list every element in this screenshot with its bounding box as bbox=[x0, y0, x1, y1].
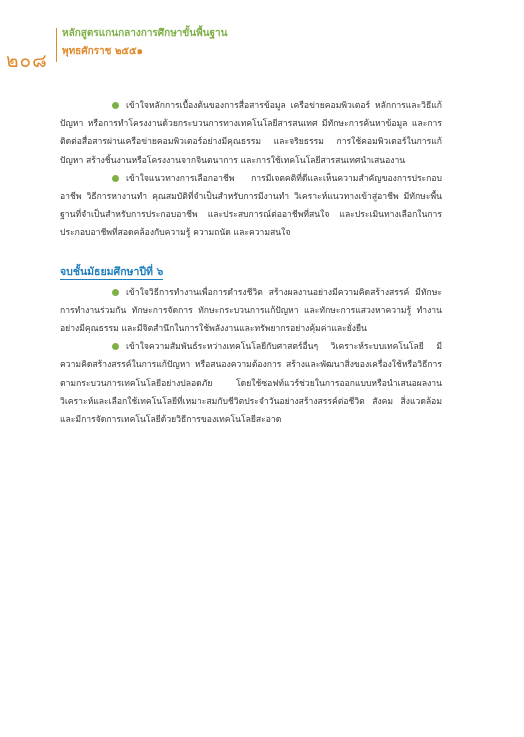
paragraph bbox=[60, 170, 442, 243]
paragraph-text: เข้าใจความสัมพันธ์ระหว่างเทคโนโลยีกับศาสตร์อื่นๆ วิเคราะห์ระบบเทคโนโลยี มีความคิดสร้างสรรค์ในการแก้ปัญหา หรือสนองความต้องการ สร้างและพัฒนาสิ่งของเครื่องใช้หรือวิธีการ ตามกระบวนการเทคโนโลยีอย่างปลอดภัย โดยใช้ซอฟท์แวร์ช่วยในการออกแบบหรือนำเสนอผลงาน วิเคราะห์และเลือกใช้เทคโนโลยีที่เหมาะสมกับชีวิตประจำวันอย่างสร้างสรรค์ต่อชีวิต สังคม สิ่งแวดล้อม และมีการจัดการเทคโนโลยีด้วยวิธีการของเทคโนโลยีสะอาด bbox=[60, 342, 442, 426]
bullet-icon bbox=[112, 102, 119, 109]
header-divider bbox=[56, 28, 57, 62]
bullet-icon bbox=[112, 289, 119, 296]
paragraph bbox=[60, 97, 442, 170]
page-number: ๒๐๘ bbox=[6, 50, 48, 72]
page-body bbox=[60, 97, 442, 429]
paragraph bbox=[60, 284, 442, 339]
paragraph-text: เข้าใจวิธีการทำงานเพื่อการดำรงชีวิต สร้างผลงานอย่างมีความคิดสร้างสรรค์ มีทักษะการทำงานร่วมกัน ทักษะการจัดการ ทักษะกระบวนการแก้ปัญหา และทักษะการแสวงหาความรู้ ทำงานอย่างมีคุณธรรม และมีจิตสำนึกในการใช้พลังงานและทรัพยากรอย่างคุ้มค่าและยั่งยืน bbox=[60, 287, 442, 335]
paragraph bbox=[60, 338, 442, 429]
paragraph-text: เข้าใจแนวทางการเลือกอาชีพ การมีเจตคติที่ดีและเห็นความสำคัญของการประกอบอาชีพ วิธีการหางานทำ คุณสมบัติที่จำเป็นสำหรับการมีงานทำ วิเคราะห์แนวทางเข้าสู่อาชีพ มีทักษะพื้นฐานที่จำเป็นสำหรับการประกอบอาชีพ และประสบการณ์ต่ออาชีพที่สนใจ และประเมินทางเลือกในการประกอบอาชีพที่สอดคล้องกับความรู้ ความถนัด และความสนใจ bbox=[60, 173, 442, 239]
header-title: หลักสูตรแกนกลางการศึกษาขั้นพื้นฐาน bbox=[62, 28, 228, 39]
section-heading bbox=[60, 264, 442, 280]
header-subtitle: พุทธศักราช ๒๕๕๑ bbox=[62, 46, 144, 57]
section-heading-text: จบชั้นมัธยมศึกษาปีที่ ๖ bbox=[60, 265, 164, 278]
bullet-icon bbox=[112, 343, 119, 350]
page-header bbox=[0, 0, 524, 70]
bullet-icon bbox=[112, 175, 119, 182]
paragraph-text: เข้าใจหลักการเบื้องต้นของการสื่อสารข้อมูล เครือข่ายคอมพิวเตอร์ หลักการและวิธีแก้ปัญหา หรือการทำโครงงานด้วยกระบวนการทางเทคโนโลยีสารสนเทศ มีทักษะการค้นหาข้อมูล และการติดต่อสื่อสารผ่านเครือข่ายคอมพิวเตอร์อย่างมีคุณธรรม และจริยธรรม การใช้คอมพิวเตอร์ในการแก้ปัญหา สร้างชิ้นงานหรือโครงงานจากจินตนาการ และการใช้เทคโนโลยีสารสนเทศนำเสนองาน bbox=[60, 101, 442, 166]
